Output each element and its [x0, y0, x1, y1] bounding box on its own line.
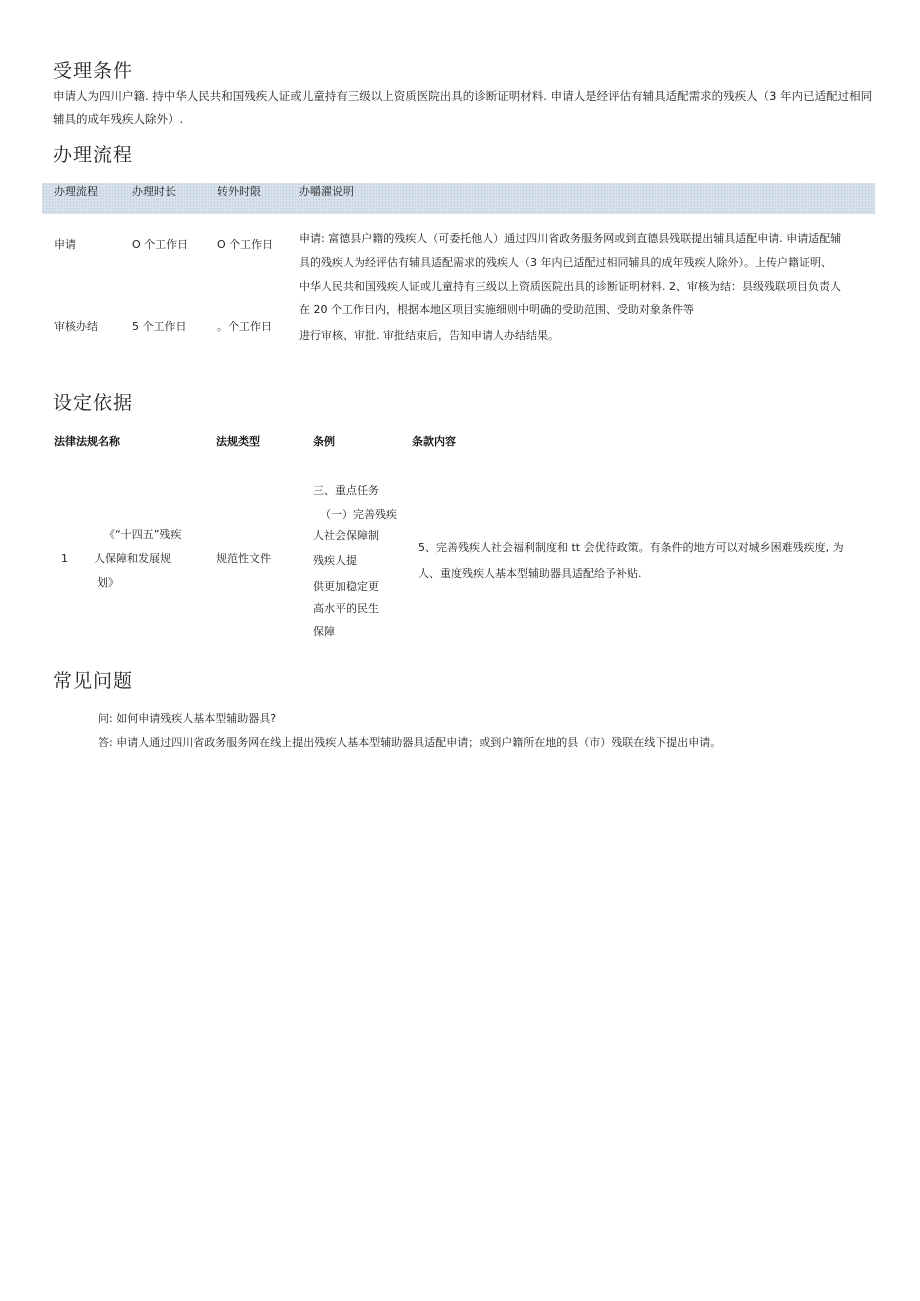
- process-header-step: 办理流程: [54, 185, 98, 198]
- conditions-text-line1: 申请人为四川户籍. 持中华人民共和国残疾人证或儿童持有三级以上资质医院出具的诊断证明材料. 申请人是经评估有辅具适配需求的残疾人（3 年内已适配过相同: [53, 89, 873, 103]
- process-row2-step: 审核办结: [54, 320, 98, 333]
- basis-row-name-line1: 《“十四五”残疾: [104, 528, 182, 541]
- section-title-conditions: 受理条件: [53, 60, 134, 82]
- section-title-faq: 常见问题: [53, 670, 134, 692]
- process-row1-duration: O 个工作日: [132, 238, 189, 251]
- basis-header-name: 法律法规名称: [54, 435, 120, 448]
- basis-row-type: 规范性文件: [216, 552, 271, 565]
- basis-row-article-line5: 供更加稳定更: [313, 580, 379, 593]
- section-title-process: 办理流程: [53, 144, 134, 166]
- process-row1-limit: O 个工作日: [217, 238, 274, 251]
- process-header-desc: 办嚼濯说明: [299, 185, 354, 198]
- basis-row-name-line2: 人保障和发展规: [94, 552, 171, 565]
- basis-row-content-line1: 5、完善残疾人社会福利制度和 tt 会优待政策。有条件的地方可以对城乡困难残疾度, 为: [418, 541, 844, 554]
- basis-header-article: 条例: [313, 435, 335, 448]
- process-desc-line3: 中华人民共和国残疾人证或儿童持有三级以上资质医院出具的诊断证明材料. 2、审核为结：县级残联项目负责人: [299, 280, 841, 293]
- conditions-text-line2: 辅具的成年残疾人除外）.: [53, 112, 184, 126]
- basis-header-content: 条款内容: [412, 435, 456, 448]
- basis-row-article-line4: 残疾人提: [313, 554, 357, 567]
- process-header-limit: 转外时限: [217, 185, 261, 198]
- faq-question: 问: 如何申请残疾人基本型辅助器具?: [98, 712, 277, 725]
- process-header-duration: 办理时长: [132, 185, 176, 198]
- process-desc-line1: 申请: 富德县户籍的残疾人（可委托他人）通过四川省政务服务网或到直德县残联提出辅具适配申请. 申请适配辅: [299, 232, 842, 245]
- process-desc-tail: 进行审核、审批. 审批结束后，告知申请人办结结果。: [299, 329, 559, 342]
- basis-row-article-line2: （一）完善残疾: [320, 508, 397, 521]
- process-row1-step: 申请: [54, 238, 76, 251]
- section-title-basis: 设定依据: [53, 392, 134, 414]
- basis-row-article-line6: 高水平的民生: [313, 602, 379, 615]
- basis-header-type: 法规类型: [216, 435, 260, 448]
- basis-row-article-line1: 三、重点任务: [313, 484, 379, 497]
- basis-row-index: 1: [61, 552, 68, 565]
- faq-answer: 答: 申请人通过四川省政务服务网在线上提出残疾人基本型辅助器具适配申请；或到户籍所在地的县（市）残联在线下提出申请。: [98, 736, 722, 749]
- process-desc-line4: 在 20 个工作日内，根据本地区项目实施细则中明确的受助范围、受助对象条件等: [299, 303, 694, 316]
- basis-row-content-line2: 人、重度残疾人基本型辅助器具适配给予补贴.: [418, 567, 642, 580]
- process-desc-line2: 具的残疾人为经评估有辅具适配需求的残疾人（3 年内已适配过相同辅具的成年残疾人除外）。上传户籍证明、: [299, 256, 832, 269]
- basis-row-article-line3: 人社会保障制: [313, 529, 379, 542]
- process-row2-duration: 5 个工作日: [132, 320, 187, 333]
- process-row2-limit: 。个工作日: [217, 320, 272, 333]
- basis-row-article-line7: 保障: [313, 625, 335, 638]
- basis-row-name-line3: 划》: [97, 576, 119, 589]
